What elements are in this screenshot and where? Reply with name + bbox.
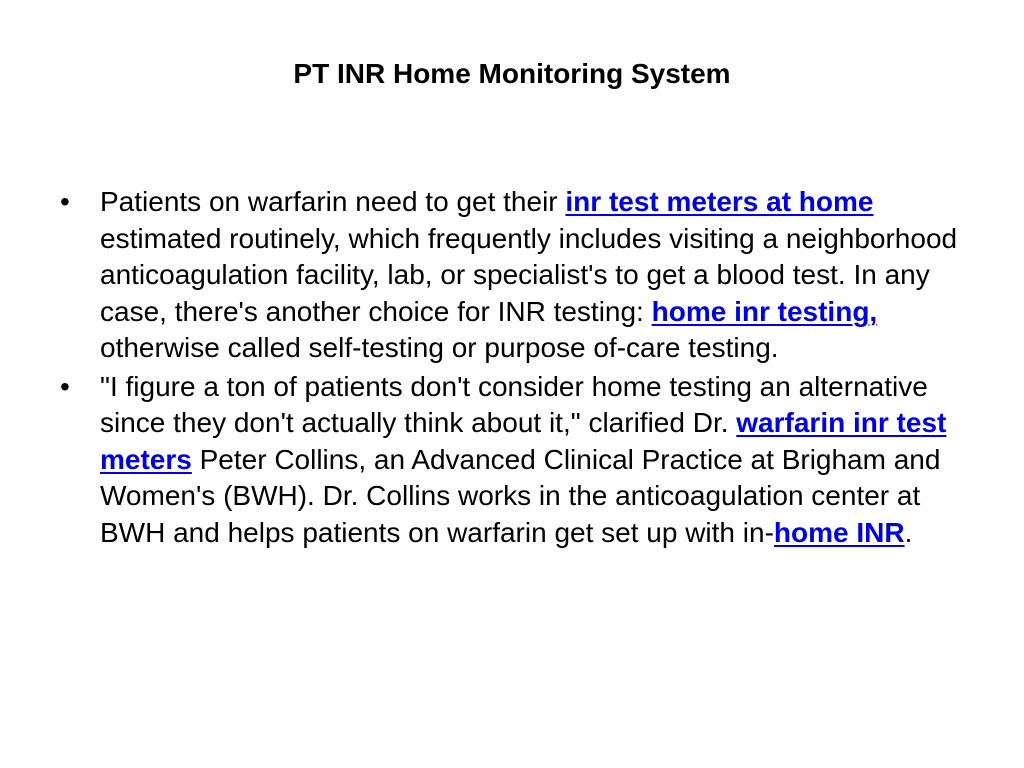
slide-title: PT INR Home Monitoring System — [293, 58, 731, 89]
bullet-list — [60, 184, 960, 553]
link-home-inr[interactable]: home INR — [773, 516, 905, 548]
bullet-dot-icon: • — [60, 186, 70, 217]
bullet-text: estimated routinely, which frequently includes visiting a neighborhood anticoagulation facility, lab, or specialist's to get a blood test. In any case, there's another choice for INR testing: — [100, 222, 958, 327]
link-home-inr-testing[interactable]: home inr testing, — [651, 295, 878, 327]
link-inr-test-meters-at-home[interactable]: inr test meters at home — [565, 186, 874, 217]
bullet-text: otherwise called self-testing or purpose of-care testing. — [100, 332, 779, 363]
link-warfarin-inr-test-meters[interactable]: warfarin inr test meters — [100, 407, 947, 475]
bullet-item-dr-collins-quote — [60, 369, 960, 552]
bullet-text: Patients on warfarin need to get their — [100, 186, 566, 217]
bullet-dot-icon: • — [60, 370, 70, 402]
bullet-text: Peter Collins, an Advanced Clinical Practice at Brigham and Women's (BWH). Dr. Collins works in the anticoagulation center at BWH and helps patients on warfarin get set up with in- — [100, 443, 941, 548]
bullet-text: "I figure a ton of patients don't consider home testing an alternative since they don't actually think about it," clarified Dr. — [100, 370, 928, 438]
bullet-text: . — [904, 516, 913, 548]
bullet-item-warfarin-testing — [60, 184, 960, 367]
